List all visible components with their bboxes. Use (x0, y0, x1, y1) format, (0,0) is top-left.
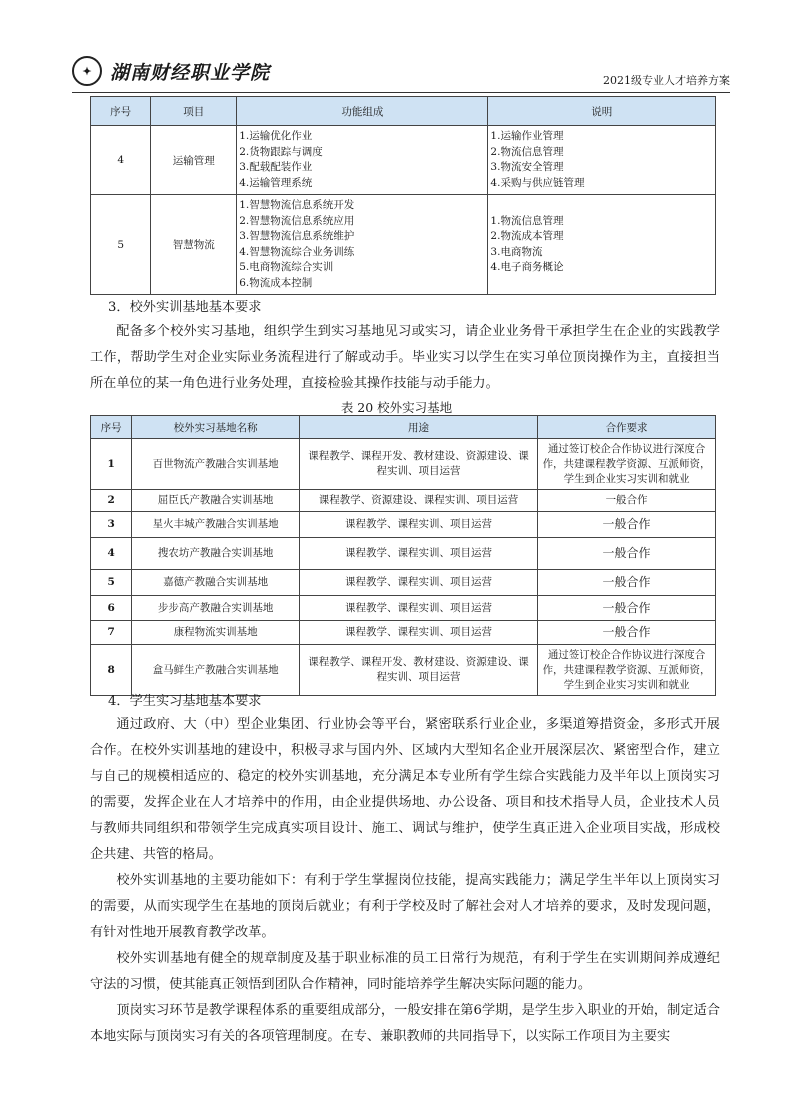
row-index: 2 (91, 490, 132, 512)
row-base-name: 星火丰城产教融合实训基地 (132, 512, 300, 538)
row-index: 5 (91, 570, 132, 596)
list-item: 3.电商物流 (490, 245, 543, 258)
table-row (91, 126, 716, 195)
header-divider (72, 92, 730, 93)
list-item: 1.物流信息管理 (490, 214, 564, 227)
section-paragraph: 校外实训基地有健全的规章制度及基于职业标准的员工日常行为规范，有利于学生在实训期间养成遵纪守法的习惯，使其能真正领悟到团队合作精神，同时能培养学生解决实际问题的能力。 (90, 951, 720, 992)
section-paragraph: 顶岗实习环节是教学课程体系的重要组成部分，一般安排在第6学期，是学生步入职业的开始，制定适合本地实际与顶岗实习有关的各项管理制度。在专、兼职教师的共同指导下，以实际工作项目为主要实 (90, 1003, 720, 1044)
column-header: 项目 (151, 97, 237, 126)
table-row (91, 439, 716, 490)
table-header-row (91, 416, 716, 439)
table-row (91, 512, 716, 538)
list-item: 4.智慧物流综合业务训练 (239, 245, 355, 258)
table-caption: 表 20 校外实习基地 (340, 400, 453, 415)
list-item: 4.运输管理系统 (239, 176, 313, 189)
table-row (91, 596, 716, 621)
row-use: 课程教学、课程开发、教材建设、资源建设、课程实训、项目运营 (299, 645, 537, 696)
column-header: 合作要求 (538, 416, 716, 439)
column-header: 用途 (299, 416, 537, 439)
list-item: 1.运输作业管理 (490, 130, 564, 142)
row-index: 4 (91, 126, 151, 195)
row-base-name: 康程物流实训基地 (132, 621, 300, 645)
row-index: 7 (91, 621, 132, 645)
list-item: 1.运输优化作业 (239, 130, 313, 142)
list-item: 3.配载配装作业 (239, 161, 313, 173)
school-emblem-icon: ✦ (72, 56, 102, 86)
row-use: 课程教学、课程实训、项目运营 (299, 596, 537, 621)
row-use: 课程教学、课程实训、项目运营 (299, 512, 537, 538)
row-project: 运输管理 (151, 126, 237, 195)
section-paragraph: 校外实训基地的主要功能如下：有利于学生掌握岗位技能，提高实践能力；满足学生半年以上顶岗实习的需要，从而实现学生在基地的顶岗后就业；有利于学校及时了解社会对人才培养的要求，及时发现问题，有针对性地开展教育教学改革。 (90, 873, 720, 940)
list-item: 2.货物跟踪与调度 (239, 145, 323, 158)
table-row (91, 195, 716, 295)
row-index: 8 (91, 645, 132, 696)
row-notes (488, 126, 716, 195)
row-index: 1 (91, 439, 132, 490)
row-use: 课程教学、课程实训、项目运营 (299, 538, 537, 570)
school-logo (72, 56, 270, 86)
row-project: 智慧物流 (151, 195, 237, 295)
row-base-name: 百世物流产教融合实训基地 (132, 439, 300, 490)
training-project-table (90, 96, 716, 295)
plan-title: 2021级专业人才培养方案 (603, 74, 730, 87)
column-header: 功能组成 (237, 97, 488, 126)
row-base-name: 嘉德产教融合实训基地 (132, 570, 300, 596)
table-row (91, 570, 716, 596)
column-header: 序号 (91, 97, 151, 126)
column-header: 说明 (488, 97, 716, 126)
row-index: 6 (91, 596, 132, 621)
row-requirement: 一般合作 (538, 538, 716, 570)
row-use: 课程教学、课程实训、项目运营 (299, 570, 537, 596)
row-index: 3 (91, 512, 132, 538)
row-use: 课程教学、课程开发、教材建设、资源建设、课程实训、项目运营 (299, 439, 537, 490)
table-header-row (91, 97, 716, 126)
section-heading: 4．学生实习基地基本要求 (108, 694, 262, 709)
row-requirement: 一般合作 (538, 512, 716, 538)
table-row (91, 490, 716, 512)
section-paragraph: 通过政府、大（中）型企业集团、行业协会等平台，紧密联系行业企业，多渠道筹措资金，多形式开展合作。在校外实训基地的建设中，积极寻求与国内外、区域内大型知名企业开展深层次、紧密型合作，建立与自己的规模相适应的、稳定的校外实训基地，充分满足本专业所有学生综合实践能力及半年以上顶岗实习的需要，发挥企业在人才培养中的作用，由企业提供场地、办公设备、项目和技术指导人员，企业技术人员与教师共同组织和带领学生完成真实项目设计、施工、调试与维护，使学生真正进入企业项目实战，形成校企共建、共管的格局。 (90, 717, 720, 862)
school-name: 湖南财经职业学院 (110, 61, 271, 84)
row-index: 5 (91, 195, 151, 295)
row-requirement: 一般合作 (538, 490, 716, 512)
list-item: 1.智慧物流信息系统开发 (239, 199, 355, 211)
list-item: 3.智慧物流信息系统维护 (239, 230, 355, 242)
row-use: 课程教学、资源建设、课程实训、项目运营 (299, 490, 537, 512)
row-functions (237, 126, 488, 195)
table-row (91, 645, 716, 696)
table-row (91, 538, 716, 570)
list-item: 5.电商物流综合实训 (239, 261, 334, 273)
row-requirement: 一般合作 (538, 596, 716, 621)
section-paragraph: 配备多个校外实习基地，组织学生到实习基地见习或实习，请企业业务骨干承担学生在企业的实践教学工作，帮助学生对企业实际业务流程进行了解或动手。毕业实习以学生在实习单位顶岗操作为主，直接担当所在单位的某一角色进行业务处理，直接检验其操作技能与动手能力。 (90, 324, 720, 391)
row-requirement: 一般合作 (538, 570, 716, 596)
row-base-name: 步步高产教融合实训基地 (132, 596, 300, 621)
page-header (72, 56, 730, 90)
row-base-name: 屈臣氏产教融合实训基地 (132, 490, 300, 512)
list-item: 4.采购与供应链管理 (490, 176, 585, 189)
row-index: 4 (91, 538, 132, 570)
row-requirement: 一般合作 (538, 621, 716, 645)
list-item: 6.物流成本控制 (239, 276, 313, 289)
list-item: 2.物流信息管理 (490, 145, 564, 158)
column-header: 校外实习基地名称 (132, 416, 300, 439)
row-functions (237, 195, 488, 295)
row-use: 课程教学、课程实训、项目运营 (299, 621, 537, 645)
table-row (91, 621, 716, 645)
row-requirement: 通过签订校企合作协议进行深度合作，共建课程教学资源、互派师资，学生到企业实习实训和就业 (538, 439, 716, 490)
row-base-name: 盒马鲜生产教融合实训基地 (132, 645, 300, 696)
row-notes (488, 195, 716, 295)
row-requirement: 通过签订校企合作协议进行深度合作，共建课程教学资源、互派师资，学生到企业实习实训和就业 (538, 645, 716, 696)
list-item: 4.电子商务概论 (490, 261, 564, 273)
column-header: 序号 (91, 416, 132, 439)
section-heading: 3．校外实训基地基本要求 (108, 300, 262, 315)
list-item: 2.智慧物流信息系统应用 (239, 214, 355, 227)
external-base-table (90, 415, 716, 696)
list-item: 3.物流安全管理 (490, 161, 564, 173)
list-item: 2.物流成本管理 (490, 230, 564, 242)
row-base-name: 搜农坊产教融合实训基地 (132, 538, 300, 570)
